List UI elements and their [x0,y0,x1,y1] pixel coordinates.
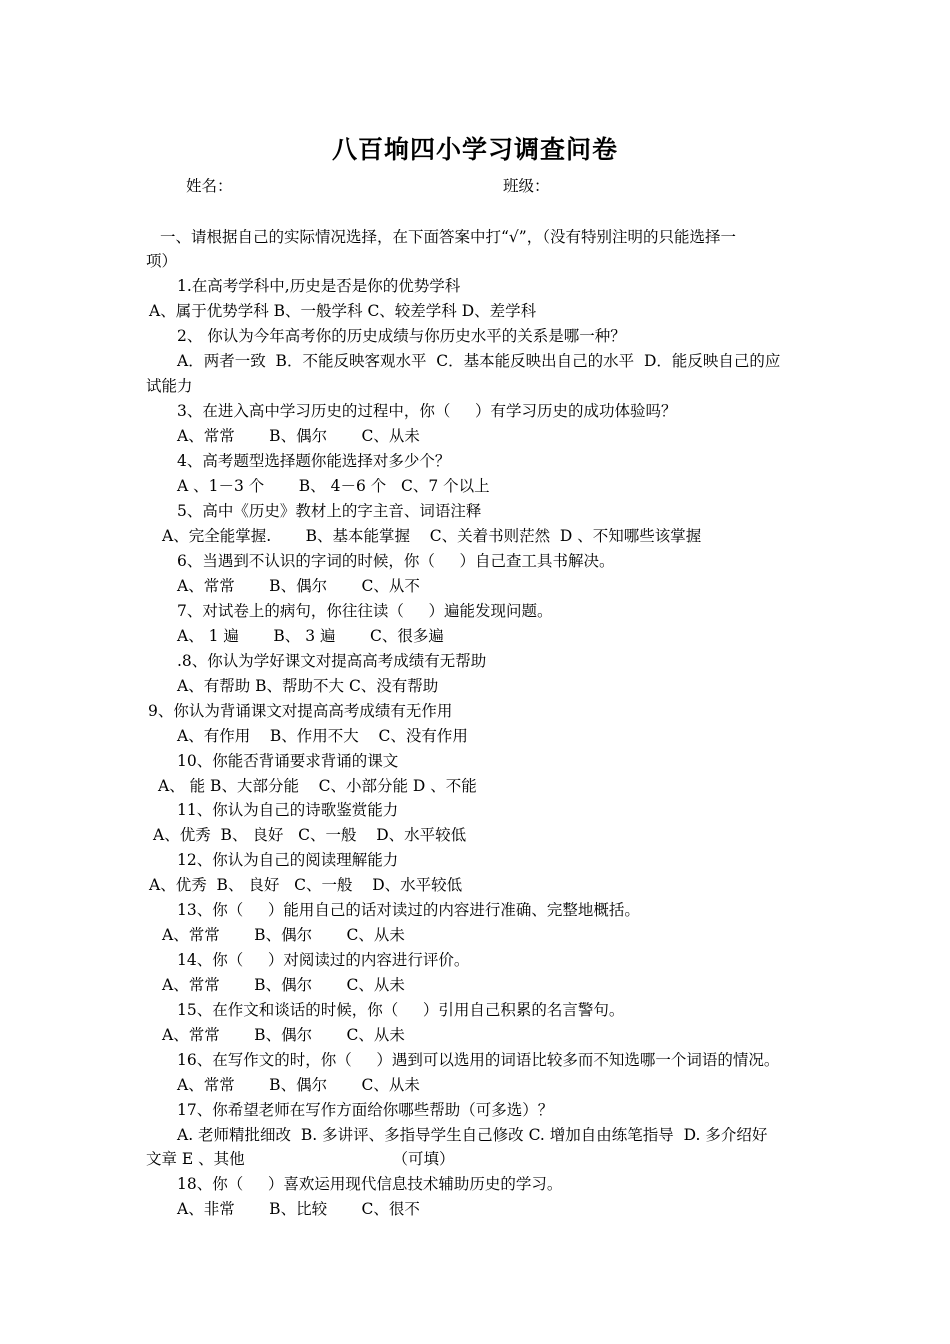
question-4: 4、高考题型选择题你能选择对多少个？ [177,452,451,470]
options-16: A、常常 B、偶尔 C、从未 [177,1076,420,1094]
options-18: A、非常 B、比较 C、很不 [177,1200,420,1218]
options-14: A、常常 B、偶尔 C、从未 [162,976,405,994]
question-10: 10、你能否背诵要求背诵的课文 [177,752,399,770]
question-6: 6、当遇到不认识的字词的时候，你（ ）自己查工具书解决。 [177,552,615,570]
options-17: A. 老师精批细改 B. 多讲评、多指导学生自己修改 C. 增加自由练笔指导 D. 多介绍好 [177,1126,768,1144]
options-13: A、常常 B、偶尔 C、从未 [162,926,405,944]
options-11: A、优秀 B、 良好 C、一般 D、水平较低 [153,826,467,844]
name-field-label: 姓名： [186,177,233,195]
options-8: A、有帮助 B、帮助不大 C、没有帮助 [177,677,439,695]
options-17-cont: 文章 E 、其他 （可填） [146,1150,455,1168]
question-15: 15、在作文和谈话的时候，你（ ）引用自己积累的名言警句。 [177,1001,625,1019]
question-5: 5、高中《历史》教材上的字主音、词语注释 [177,502,482,520]
question-1: 1.在高考学科中,历史是否是你的优势学科 [177,277,461,295]
question-16: 16、在写作文的时，你（ ）遇到可以选用的词语比较多而不知选哪一个词语的情况。 [177,1051,780,1069]
options-1: A、属于优势学科 B、一般学科 C、较差学科 D、差学科 [149,302,537,320]
options-3: A、常常 B、偶尔 C、从未 [177,427,420,445]
options-6: A、常常 B、偶尔 C、从不 [177,577,420,595]
question-3: 3、在进入高中学习历史的过程中，你（ ）有学习历史的成功体验吗？ [177,402,677,420]
class-field-label: 班级： [503,177,550,195]
question-7: 7、对试卷上的病句，你往往读（ ）遍能发现问题。 [177,602,553,620]
options-2-cont: 试能力 [146,377,193,395]
question-13: 13、你（ ）能用自己的话对读过的内容进行准确、完整地概括。 [177,901,640,919]
question-18: 18、你（ ）喜欢运用现代信息技术辅助历史的学习。 [177,1175,563,1193]
question-11: 11、你认为自己的诗歌鉴赏能力 [177,801,399,819]
options-4: A 、1－3 个 B、 4－6 个 C、7 个以上 [177,477,490,495]
options-12: A、优秀 B、 良好 C、一般 D、水平较低 [149,876,463,894]
question-8: .8、你认为学好课文对提高高考成绩有无帮助 [177,652,487,670]
options-2: A．两者一致 B．不能反映客观水平 C．基本能反映出自己的水平 D．能反映自己的应 [177,352,781,370]
options-9: A、有作用 B、作用不大 C、没有作用 [177,727,468,745]
document-title: 八百垧四小学习调查问卷 [331,135,618,164]
question-17: 17、你希望老师在写作方面给你哪些帮助（可多选）？ [177,1101,554,1119]
section-instruction-cont: 项） [146,252,178,270]
question-12: 12、你认为自己的阅读理解能力 [177,851,399,869]
options-5: A、完全能掌握. B、基本能掌握 C、关着书则茫然 D 、不知哪些该掌握 [162,527,702,545]
question-14: 14、你（ ）对阅读过的内容进行评价。 [177,951,470,969]
question-9: 9、你认为背诵课文对提高高考成绩有无作用 [148,702,453,720]
question-2: 2、 你认为今年高考你的历史成绩与你历史水平的关系是哪一种？ [177,327,626,345]
options-7: A、 1 遍 B、 3 遍 C、很多遍 [177,627,444,645]
options-10: A、 能 B、大部分能 C、小部分能 D 、不能 [158,777,477,795]
options-15: A、常常 B、偶尔 C、从未 [162,1026,405,1044]
section-instruction: 一、请根据自己的实际情况选择，在下面答案中打“√”，（没有特别注明的只能选择一 [160,228,736,246]
